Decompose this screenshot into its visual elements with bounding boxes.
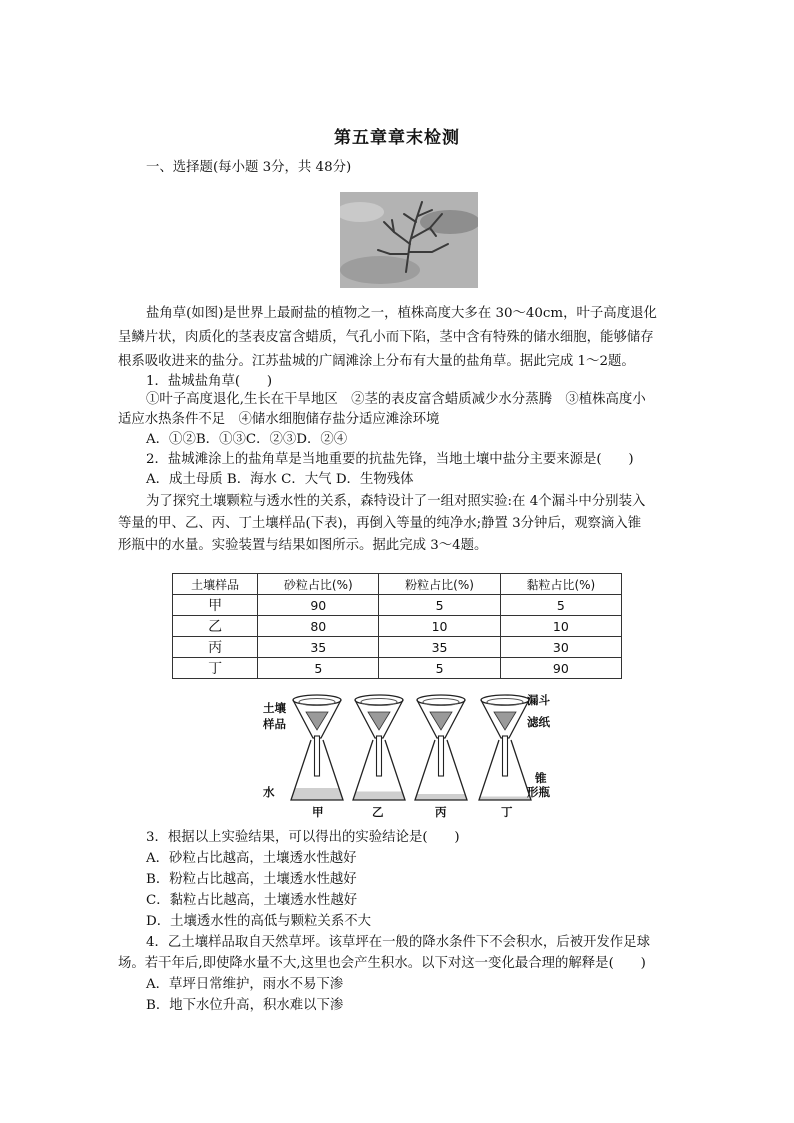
salicornia-photo bbox=[340, 192, 478, 288]
question-3-choice-d: D．土壤透水性的高低与颗粒关系不大 bbox=[146, 914, 371, 929]
table-header-cell: 砂粒占比(%) bbox=[258, 574, 379, 595]
question-3-choice-c: C．黏粒占比越高，土壤透水性越好 bbox=[146, 893, 358, 908]
flask-label-jia: 甲 bbox=[312, 805, 324, 819]
question-2-choices: A．成土母质 B．海水 C．大气 D．生物残体 bbox=[146, 472, 414, 487]
table-row bbox=[173, 637, 622, 658]
passage-1-line-2: 呈鳞片状，肉质化的茎表皮富含蜡质，气孔小而下陷，茎中含有特殊的储水细胞，能够储存 bbox=[118, 330, 654, 345]
table-header-cell: 黏粒占比(%) bbox=[500, 574, 621, 595]
table-cell: 丁 bbox=[173, 658, 258, 679]
diagram-label-water: 水 bbox=[263, 785, 275, 799]
table-cell: 10 bbox=[379, 616, 500, 637]
water-level bbox=[415, 794, 467, 800]
question-4-choice-b: B．地下水位升高，积水难以下渗 bbox=[146, 998, 344, 1013]
table-cell: 丙 bbox=[173, 637, 258, 658]
section-heading: 一、选择题(每小题 3分，共 48分) bbox=[146, 160, 352, 175]
passage-2-line-3: 形瓶中的水量。实验装置与结果如图所示。据此完成 3～4题。 bbox=[118, 538, 488, 553]
passage-1-line-3: 根系吸收进来的盐分。江苏盐城的广阔滩涂上分布有大量的盐角草。据此完成 1～2题。 bbox=[118, 354, 635, 369]
experiment-diagram bbox=[255, 690, 555, 820]
funnel-stem bbox=[439, 736, 444, 776]
table-cell: 5 bbox=[500, 595, 621, 616]
flask-label-yi: 乙 bbox=[372, 805, 384, 819]
page-title: 第五章章末检测 bbox=[334, 128, 460, 148]
soil-sample bbox=[430, 712, 452, 730]
question-1-choices: A．①②B．①③C．②③D．②④ bbox=[146, 432, 348, 447]
table-cell: 30 bbox=[500, 637, 621, 658]
diagram-label-funnel: 漏斗 bbox=[527, 693, 550, 707]
question-3-choice-b: B．粉粒占比越高，土壤透水性越好 bbox=[146, 872, 357, 887]
diagram-label-filter-paper: 滤纸 bbox=[527, 715, 550, 729]
table-cell: 90 bbox=[258, 595, 379, 616]
water-level bbox=[291, 788, 343, 800]
funnel-stem bbox=[315, 736, 320, 776]
passage-1-line-1: 盐角草(如图)是世界上最耐盐的植物之一，植株高度大多在 30～40cm，叶子高度退化 bbox=[146, 306, 657, 321]
soil-sample bbox=[494, 712, 516, 730]
question-1-stem: 1．盐城盐角草( ) bbox=[146, 374, 273, 389]
table-row bbox=[173, 595, 622, 616]
question-4-choice-a: A．草坪日常维护，雨水不易下渗 bbox=[146, 977, 344, 992]
diagram-label-flask-1: 锥 bbox=[535, 771, 547, 785]
table-cell: 80 bbox=[258, 616, 379, 637]
table-cell: 乙 bbox=[173, 616, 258, 637]
question-4-stem-line-1: 4．乙土壤样品取自天然草坪。该草坪在一般的降水条件下不会积水，后被开发作足球 bbox=[146, 935, 650, 950]
table-cell: 35 bbox=[258, 637, 379, 658]
question-3-stem: 3．根据以上实验结果，可以得出的实验结论是( ) bbox=[146, 830, 460, 845]
table-cell: 甲 bbox=[173, 595, 258, 616]
table-cell: 5 bbox=[379, 658, 500, 679]
soil-sample-table bbox=[172, 573, 622, 679]
table-cell: 10 bbox=[500, 616, 621, 637]
table-row bbox=[173, 616, 622, 637]
table-header-cell: 粉粒占比(%) bbox=[379, 574, 500, 595]
table-header-row bbox=[173, 574, 622, 595]
diagram-label-sample: 样品 bbox=[263, 717, 286, 731]
table-cell: 90 bbox=[500, 658, 621, 679]
question-1-option-line-2: 适应水热条件不足 ④储水细胞储存盐分适应滩涂环境 bbox=[118, 412, 440, 427]
table-cell: 5 bbox=[258, 658, 379, 679]
soil-sample bbox=[306, 712, 328, 730]
funnel-stem bbox=[377, 736, 382, 776]
soil-sample bbox=[368, 712, 390, 730]
passage-2-line-1: 为了探究土壤颗粒与透水性的关系，森特设计了一组对照实验:在 4个漏斗中分别装入 bbox=[146, 494, 646, 509]
table-cell: 5 bbox=[379, 595, 500, 616]
table-header-cell: 土壤样品 bbox=[173, 574, 258, 595]
diagram-label-flask-2: 形瓶 bbox=[527, 785, 550, 799]
table-cell: 35 bbox=[379, 637, 500, 658]
flask-label-bing: 丙 bbox=[435, 805, 447, 819]
water-level bbox=[353, 792, 405, 801]
flask-label-ding: 丁 bbox=[501, 805, 513, 819]
table-row bbox=[173, 658, 622, 679]
diagram-label-soil: 土壤 bbox=[263, 701, 286, 715]
funnel-stem bbox=[503, 736, 508, 776]
question-3-choice-a: A．砂粒占比越高，土壤透水性越好 bbox=[146, 851, 357, 866]
question-1-option-line-1: ①叶子高度退化,生长在干旱地区 ②茎的表皮富含蜡质减少水分蒸腾 ③植株高度小 bbox=[146, 392, 646, 407]
question-2-stem: 2．盐城滩涂上的盐角草是当地重要的抗盐先锋，当地土壤中盐分主要来源是( ) bbox=[146, 452, 634, 467]
passage-2-line-2: 等量的甲、乙、丙、丁土壤样品(下表)，再倒入等量的纯净水;静置 3分钟后，观察滴入锥 bbox=[118, 516, 642, 531]
flask-illustration bbox=[255, 690, 555, 820]
question-4-stem-line-2: 场。若干年后,即使降水量不大,这里也会产生积水。以下对这一变化最合理的解释是( ) bbox=[118, 956, 646, 971]
